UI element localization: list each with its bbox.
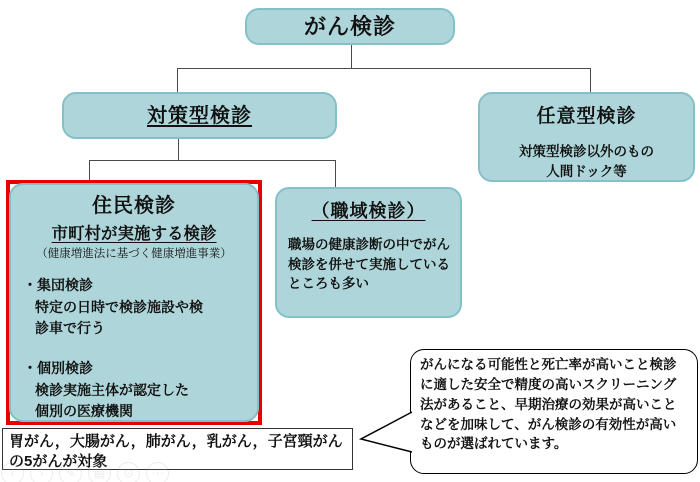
node-body-line: 人間ドック等 [546,163,627,179]
list-item-line: 特定の日時で検診施設や検 [35,298,203,315]
node-title: がん検診 [303,14,396,39]
connector-taisaku-down [178,139,179,160]
node-cancer-screening [245,8,455,45]
print-icon[interactable]: ▤ [88,462,111,482]
node-workplace-screening [275,187,462,318]
more-icon[interactable]: ⋯ [146,462,169,482]
node-title: 対策型検診 [147,105,252,127]
node-subtitle: 市町村が実施する検診 [51,225,217,243]
forward-icon[interactable]: › [30,462,53,482]
connector-to-nini [590,68,591,92]
node-note: （健康増進法に基づく健康増進事業） [36,248,232,260]
node-body [480,142,693,181]
list-item-heading: ・集団検診 [23,277,93,293]
connector-to-taisaku [177,68,178,92]
zoom-icon[interactable]: ⊙ [117,462,140,482]
node-organized-screening [62,92,337,139]
connector-level2-horizontal [89,160,336,161]
list-item-heading: ・個別検診 [23,360,93,377]
back-icon[interactable]: ‹ [1,462,24,482]
list-item-line: 検診実施主体が認定した [35,381,189,398]
node-resident-screening [9,183,259,422]
list-item-line: 診車で行う [35,320,105,337]
node-body-line: 対策型検診以外のもの [519,144,654,159]
highlight-red-frame [6,180,262,425]
target-cancers-box: 胃がん，大腸がん，肺がん，乳がん，子宮頸がんの5がんが対象 [2,428,353,470]
connector-to-jumin [89,160,90,180]
connector-root-down [351,45,352,68]
list-gap [23,340,257,358]
node-body: 職場の健康診断の中でがん検診を併せて実施しているところも多い [288,237,450,292]
node-title: （職域検診） [311,201,426,221]
selection-criteria-bubble: がんになる可能性と死亡率が高いこと検診に適した安全で精度の高いスクリーニング法があること、早期治療の効果が高いことなどを加味して、がん検診の有効性が高いものが選ばれています。 [410,349,698,474]
edit-icon[interactable]: ✎ [59,462,82,482]
node-opportunistic-screening [478,92,695,182]
node-item-list [23,275,257,423]
bubble-tail [352,402,416,460]
connector-to-shokuiki [335,160,336,187]
node-title: 住民検診 [92,195,176,217]
list-item-line: 個別の医療機関 [35,403,133,420]
node-title: 任意型検診 [536,106,637,127]
connector-level1-horizontal [177,68,591,69]
